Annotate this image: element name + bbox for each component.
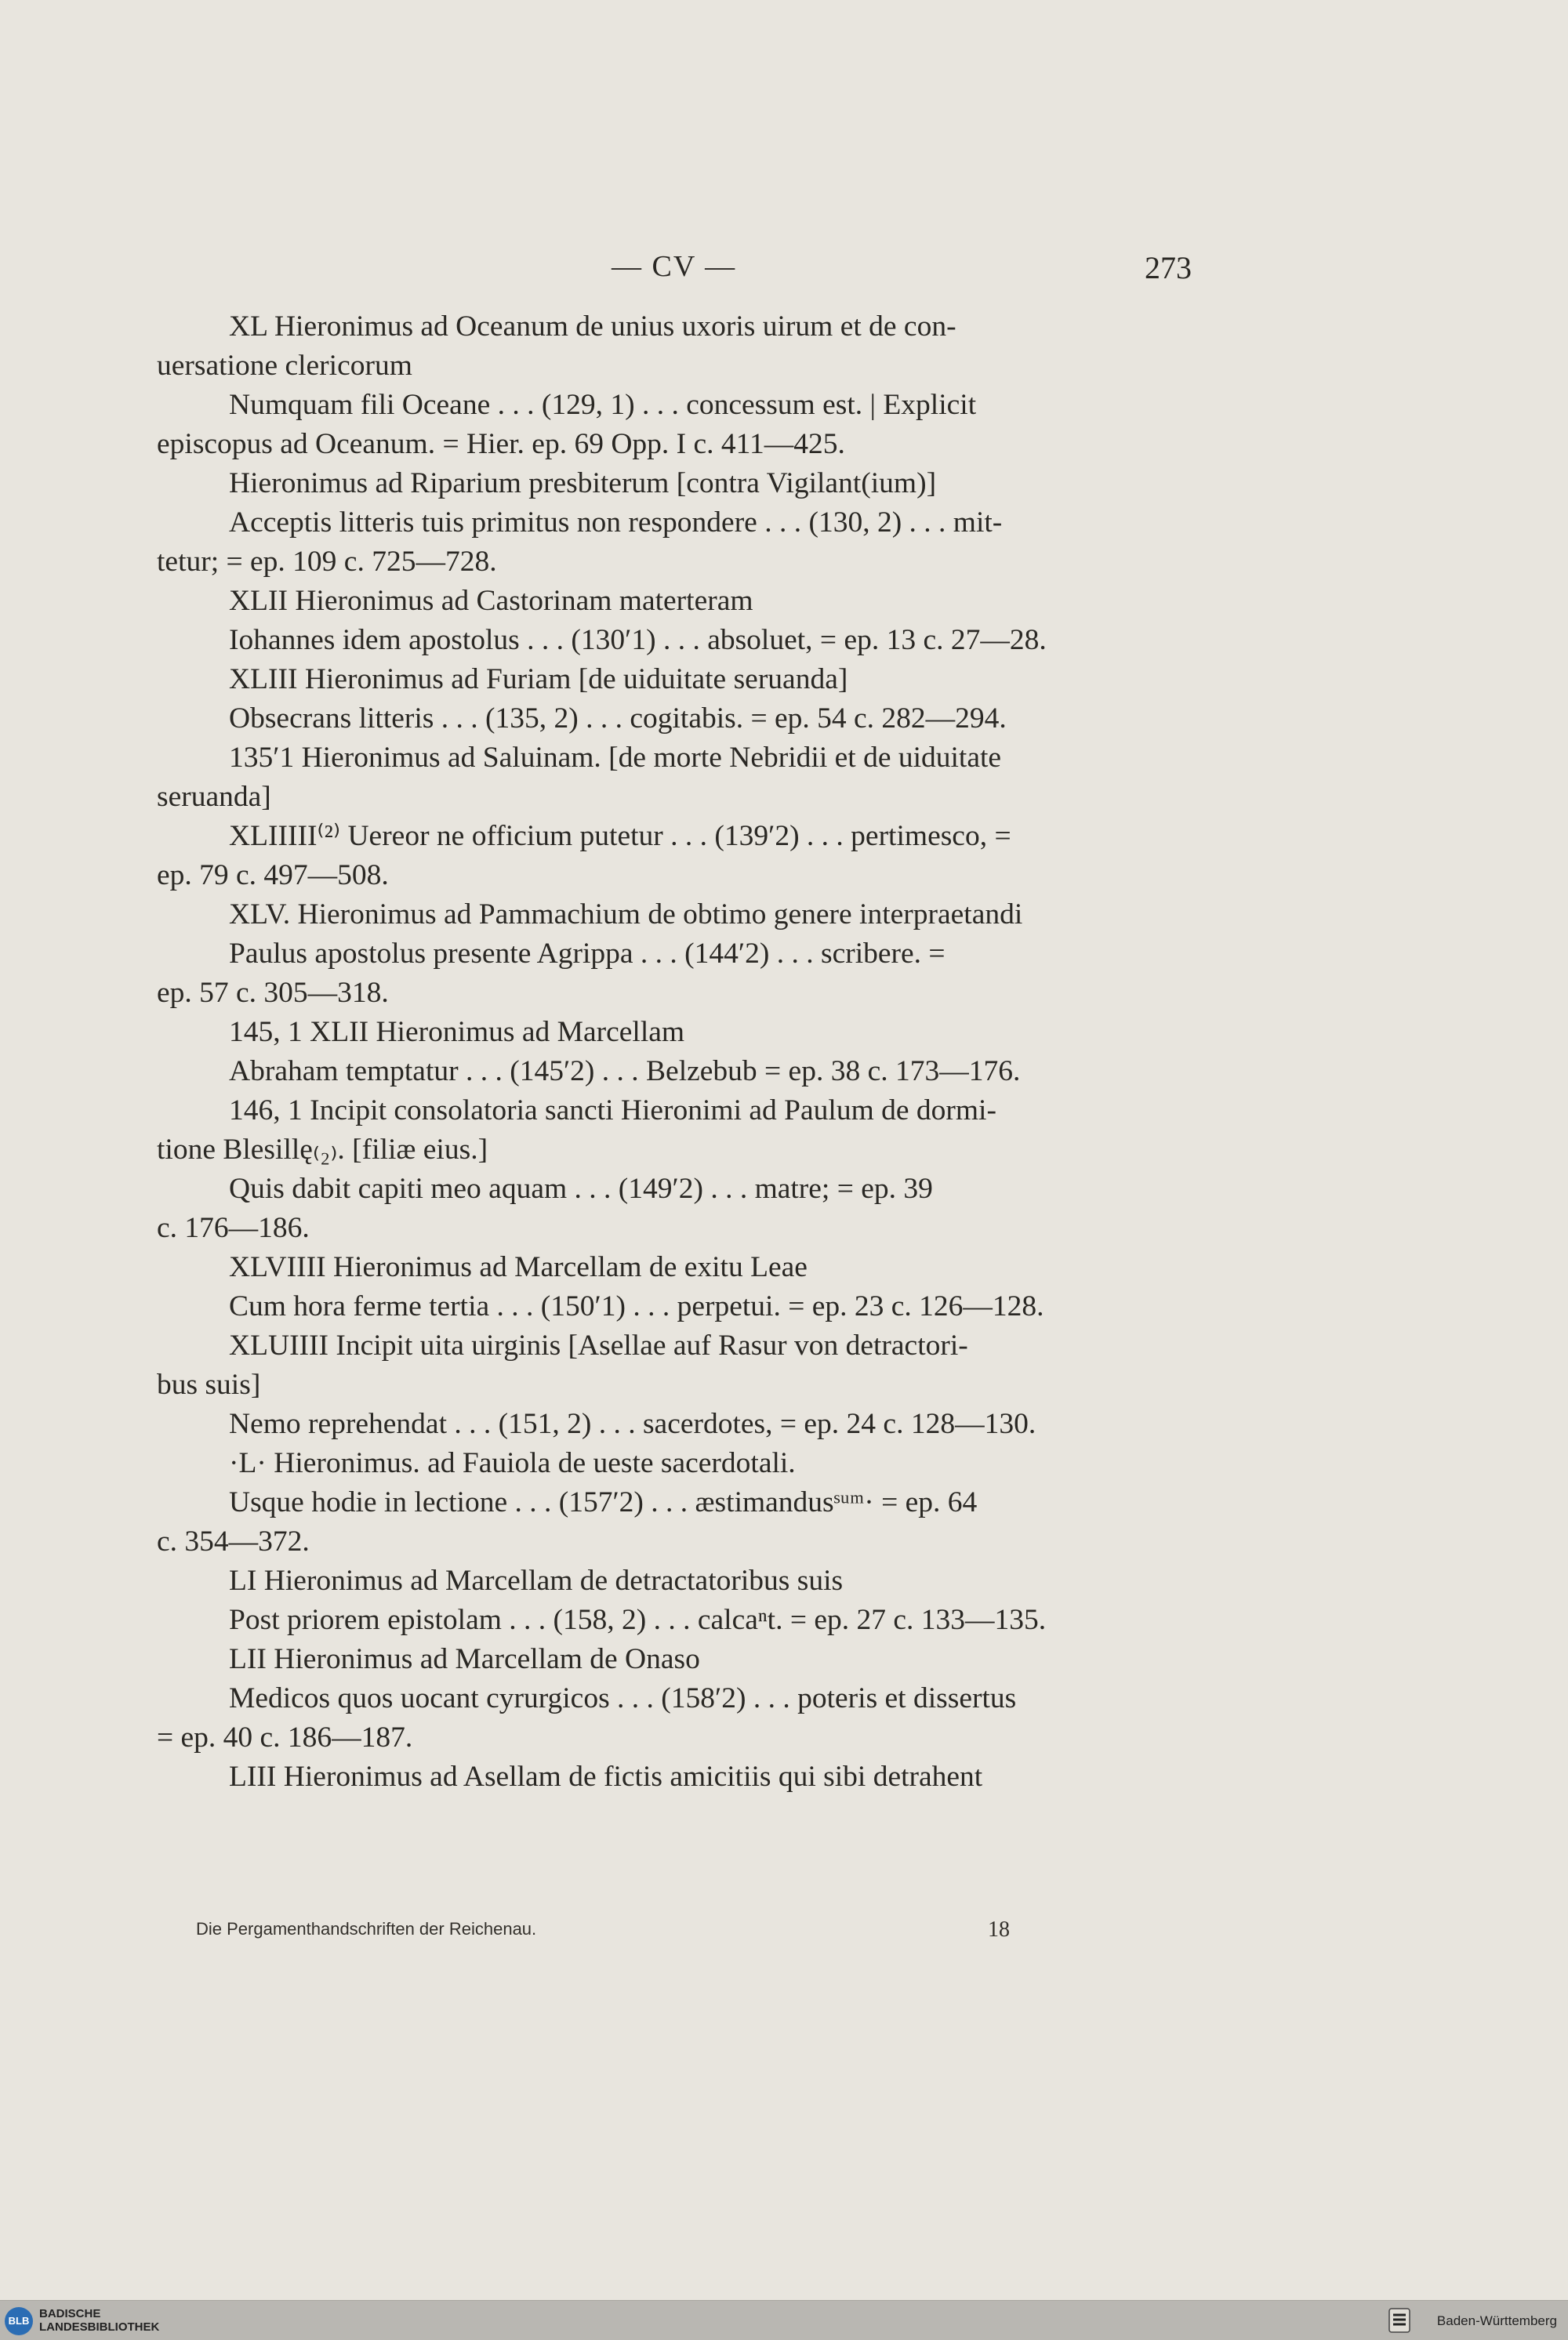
text-line: 145, 1 XLII Hieronimus ad Marcellam (229, 1016, 685, 1048)
page-number: 273 (1145, 250, 1192, 285)
text-line: Nemo reprehendat . . . (151, 2) . . . sacerdotes, = ep. 24 c. 128—130. (229, 1408, 1036, 1440)
text-line: Usque hodie in lectione . . . (157′2) . . . æstimandusˢᵘᵐ· = ep. 64 (229, 1486, 978, 1518)
text-line: c. 354—372. (157, 1526, 310, 1558)
blb-label (39, 2307, 159, 2334)
text-line: c. 176—186. (157, 1212, 310, 1244)
blb-logo-icon: BLB (5, 2307, 33, 2335)
text-line: Iohannes idem apostolus . . . (130′1) . . . absoluet, = ep. 13 c. 27—28. (229, 624, 1047, 656)
body-text (157, 307, 1192, 1797)
text-line: bus suis] (157, 1369, 261, 1401)
header-center: — CV — (612, 250, 737, 283)
text-line: tetur; = ep. 109 c. 725—728. (157, 546, 497, 578)
footer-signature: 18 (988, 1917, 1010, 1942)
text-line: ·L· Hieronimus. ad Fauiola de ueste sacerdotali. (229, 1447, 796, 1479)
text-line: Abraham temptatur . . . (145′2) . . . Belzebub = ep. 38 c. 173—176. (229, 1055, 1021, 1087)
text-line: tione Blesillę₍₂₎. [filiæ eius.] (157, 1134, 488, 1166)
text-line: XLIII Hieronimus ad Furiam [de uiduitate seruanda] (229, 663, 848, 695)
text-line: XL Hieronimus ad Oceanum de unius uxoris uirum et de con- (229, 310, 956, 343)
text-line: XLUIIII Incipit uita uirginis [Asellae auf Rasur von detractori- (229, 1330, 968, 1362)
text-line: LII Hieronimus ad Marcellam de Onaso (229, 1643, 700, 1675)
baden-wuerttemberg-emblem-icon (1388, 2307, 1411, 2334)
page-footer (196, 1917, 1058, 1942)
bottom-bar (0, 2300, 1568, 2340)
text-line: Hieronimus ad Riparium presbiterum [contra Vigilant(ium)] (229, 467, 937, 499)
text-line: Acceptis litteris tuis primitus non respondere . . . (130, 2) . . . mit- (229, 506, 1003, 539)
text-line: = ep. 40 c. 186—187. (157, 1721, 413, 1754)
text-line: Medicos quos uocant cyrurgicos . . . (158′2) . . . poteris et dissertus (229, 1682, 1017, 1714)
text-line: seruanda] (157, 781, 271, 813)
text-line: XLVIIII Hieronimus ad Marcellam de exitu Leae (229, 1251, 808, 1283)
blb-label-line1: BADISCHE (39, 2307, 101, 2320)
text-line: Paulus apostolus presente Agrippa . . . (144′2) . . . scribere. = (229, 938, 946, 970)
text-line: ep. 79 c. 497—508. (157, 859, 389, 891)
text-line: Obsecrans litteris . . . (135, 2) . . . cogitabis. = ep. 54 c. 282—294. (229, 702, 1007, 735)
text-line: Numquam fili Oceane . . . (129, 1) . . . concessum est. | Explicit (229, 389, 977, 421)
blb-label-line2: LANDESBIBLIOTHEK (39, 2320, 160, 2334)
footer-title: Die Pergamenthandschriften der Reichenau. (196, 1919, 537, 1939)
text-line: XLIIIII⁽²⁾ Uereor ne officium putetur . . . (139′2) . . . pertimesco, = (229, 820, 1011, 852)
text-line: uersatione clericorum (157, 350, 412, 382)
text-line: Cum hora ferme tertia . . . (150′1) . . . perpetui. = ep. 23 c. 126—128. (229, 1290, 1044, 1322)
text-line: XLII Hieronimus ad Castorinam materteram (229, 585, 753, 617)
text-line: LI Hieronimus ad Marcellam de detractatoribus suis (229, 1565, 844, 1597)
baden-wuerttemberg-label: Baden-Württemberg (1436, 2313, 1557, 2328)
text-line: 146, 1 Incipit consolatoria sancti Hieronimi ad Paulum de dormi- (229, 1094, 996, 1126)
text-line: XLV. Hieronimus ad Pammachium de obtimo genere interpraetandi (229, 898, 1023, 931)
page-header (157, 249, 1192, 288)
text-line: Post priorem epistolam . . . (158, 2) . . . calcaⁿt. = ep. 27 c. 133—135. (229, 1604, 1047, 1636)
text-line: LIII Hieronimus ad Asellam de fictis amicitiis qui sibi detrahent (229, 1761, 983, 1793)
text-line: ep. 57 c. 305—318. (157, 977, 389, 1009)
text-line: Quis dabit capiti meo aquam . . . (149′2) . . . matre; = ep. 39 (229, 1173, 933, 1205)
text-line: 135′1 Hieronimus ad Saluinam. [de morte Nebridii et de uiduitate (229, 742, 1002, 774)
text-line: episcopus ad Oceanum. = Hier. ep. 69 Opp. I c. 411—425. (157, 428, 845, 460)
